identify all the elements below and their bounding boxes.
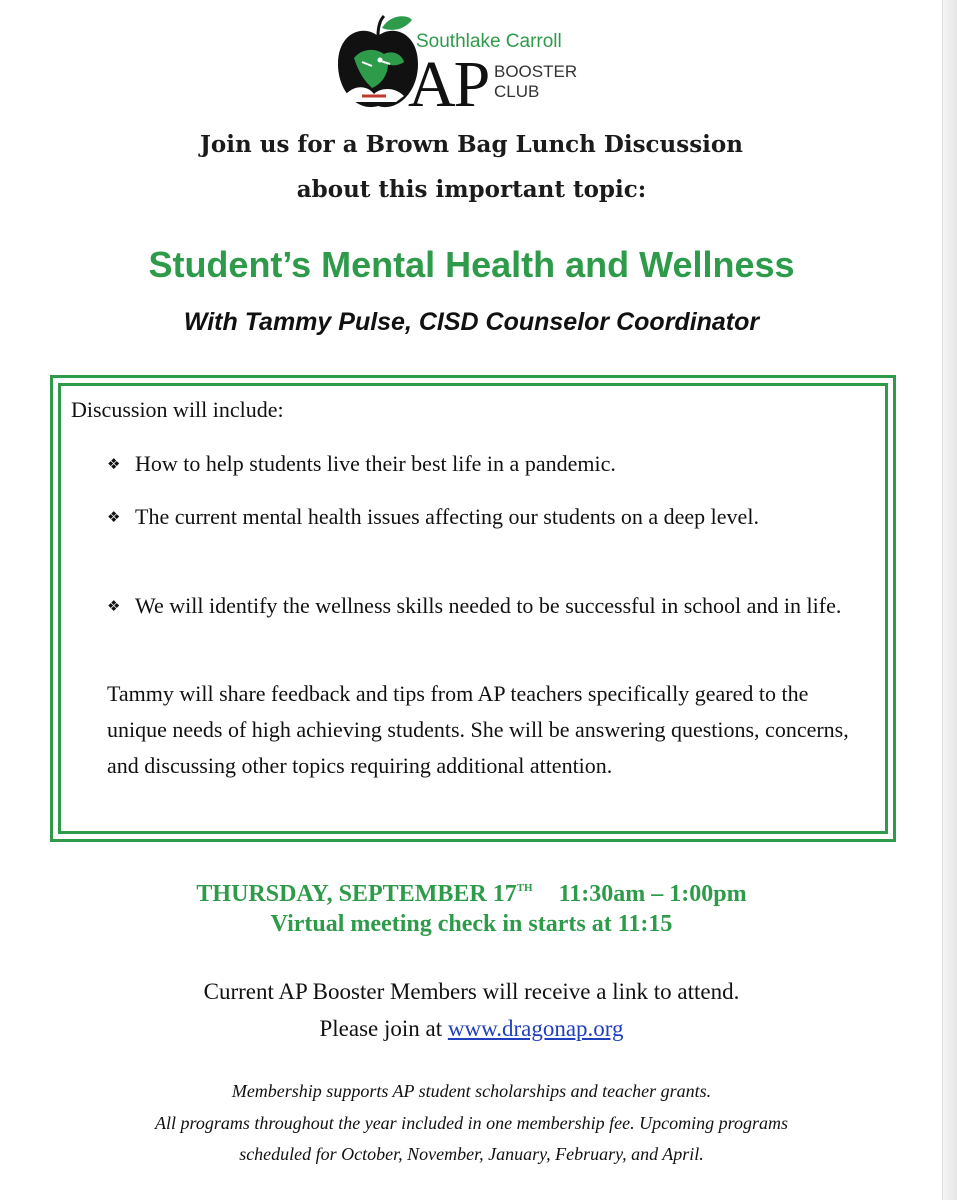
- event-date: THURSDAY, SEPTEMBER 17: [196, 881, 517, 907]
- dragonap-link[interactable]: www.dragonap.org: [447, 1016, 624, 1041]
- list-item: [107, 499, 872, 535]
- logo-club-line: CLUB: [494, 82, 540, 101]
- logo-booster-club: [494, 62, 577, 102]
- footer-line-2: All programs throughout the year included in one membership fee. Upcoming programs: [155, 1113, 788, 1133]
- event-headline: Student’s Mental Health and Wellness: [148, 244, 795, 285]
- diamond-bullet-icon: ❖: [107, 455, 121, 473]
- join-line: [0, 1011, 943, 1047]
- logo-ap-text: AP: [408, 48, 489, 121]
- intro-line-2: about this important topic:: [296, 176, 647, 203]
- list-item-text: The current mental health issues affecting our students on a deep level.: [135, 504, 759, 529]
- event-time: 11:30am – 1:00pm: [558, 881, 747, 907]
- discussion-closing-paragraph: Tammy will share feedback and tips from AP teachers specifically geared to the unique needs of high achieving students. She will be answering questions, concerns, and discussing other topics requiring additional attention.: [107, 681, 849, 778]
- discussion-title: Discussion will include:: [71, 397, 284, 422]
- logo-org-name: Southlake Carroll: [416, 31, 562, 52]
- event-date-suffix: TH: [516, 882, 533, 894]
- list-item-text: We will identify the wellness skills needed to be successful in school and in life.: [135, 593, 842, 618]
- event-checkin: Virtual meeting check in starts at 11:15: [270, 911, 673, 937]
- footer-line-1: Membership supports AP student scholarships and teacher grants.: [231, 1081, 712, 1101]
- members-note: Current AP Booster Members will receive a link to attend.: [203, 979, 740, 1004]
- list-item: [107, 588, 872, 624]
- intro-line-1: Join us for a Brown Bag Lunch Discussion: [200, 131, 743, 158]
- diamond-bullet-icon: ❖: [107, 597, 121, 615]
- list-item: [107, 446, 872, 482]
- speaker-line: With Tammy Pulse, CISD Counselor Coordinator: [183, 308, 760, 336]
- diamond-bullet-icon: ❖: [107, 508, 121, 526]
- page-edge: [942, 0, 957, 1200]
- footer-line-3: scheduled for October, November, January, February, and April.: [239, 1144, 704, 1164]
- join-prefix: Please join at: [319, 1016, 443, 1041]
- list-item-text: How to help students live their best life in a pandemic.: [135, 451, 616, 476]
- club-logo: [332, 14, 632, 121]
- logo-booster-line: BOOSTER: [494, 62, 578, 81]
